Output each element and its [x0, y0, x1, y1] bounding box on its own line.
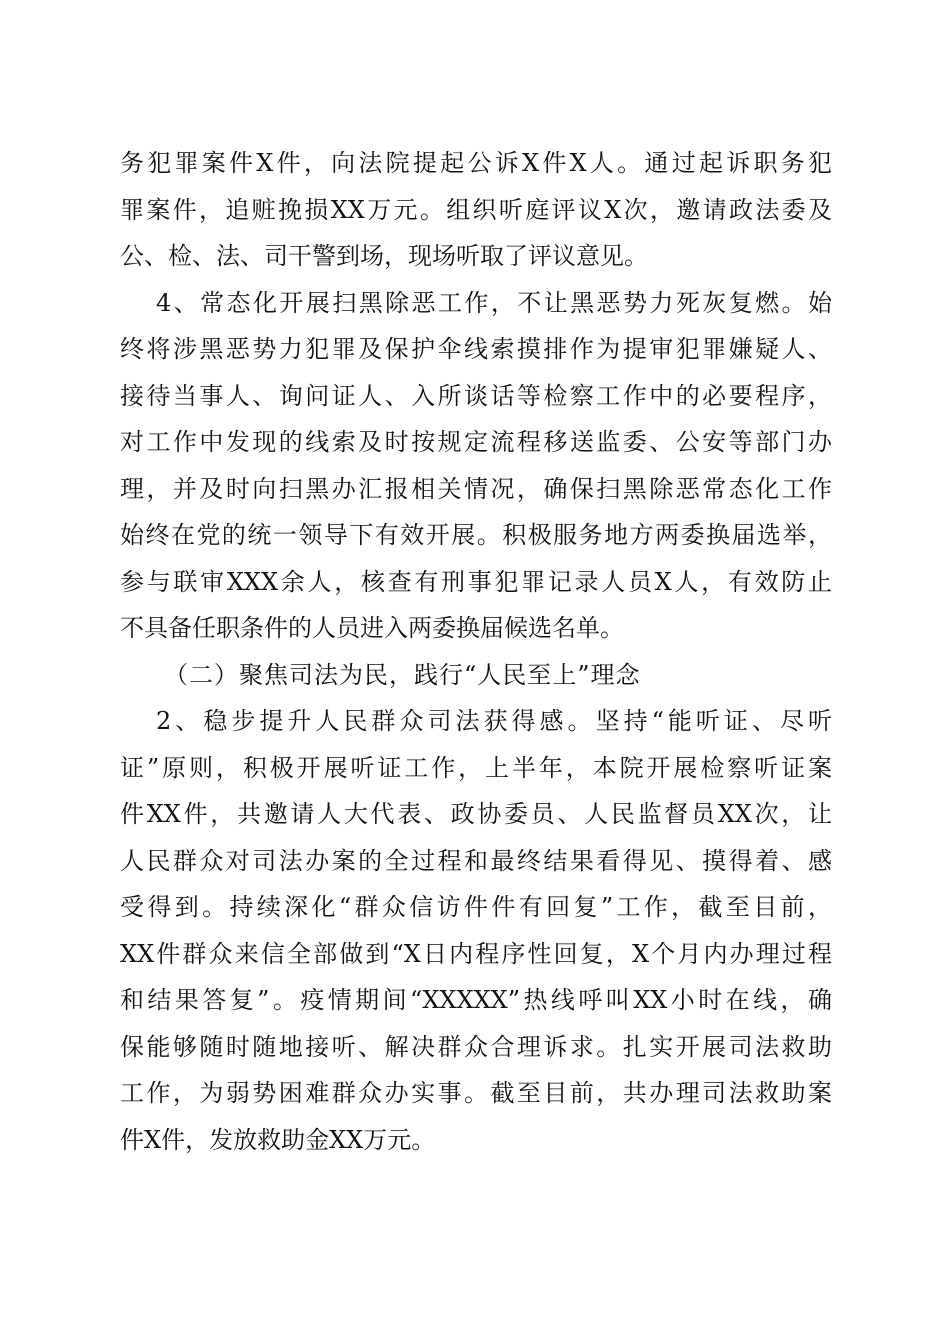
text-line: 公、检、法、司干警到场，现场听取了评议意见。 — [120, 242, 648, 270]
text-line: 工作，为弱势困难群众办实事。截至目前，共办理司法救助案 — [120, 1079, 832, 1107]
text-line: 证”原则，积极开展听证工作，上半年，本院开展检察听证案 — [120, 753, 832, 782]
text-line: 保能够随时随地接听、解决群众合理诉求。扎实开展司法救助 — [120, 1032, 832, 1061]
section-heading-text: （二）聚焦司法为民，践行“人民至上”理念 — [164, 660, 641, 689]
text-line: 对工作中发现的线索及时按规定流程移送监委、公安等部门办 — [120, 428, 832, 456]
text-line: 人民群众对司法办案的全过程和最终结果看得见、摸得着、感 — [120, 846, 832, 875]
section-heading — [120, 652, 832, 699]
text-line: XX件群众来信全部做到“X日内程序性回复，X个月内办理过程 — [120, 939, 832, 968]
paragraph-item-4 — [120, 280, 832, 652]
paragraph-item-2 — [120, 698, 832, 1163]
text-line: 4、常态化开展扫黑除恶工作，不让黑恶势力死灰复燃。始 — [156, 288, 832, 317]
paragraph-continuation — [120, 140, 832, 280]
text-line: 不具备任职条件的人员进入两委换届候选名单。 — [120, 614, 624, 642]
text-line: 和结果答复”。疫情期间“XXXXX”热线呼叫XX小时在线，确 — [120, 986, 832, 1014]
text-line: 务犯罪案件X件，向法院提起公诉X件X人。通过起诉职务犯 — [120, 149, 832, 177]
text-line: 接待当事人、询问证人、入所谈话等检察工作中的必要程序， — [120, 381, 832, 410]
document-body — [120, 140, 832, 1163]
text-line: 参与联审XXX余人，核查有刑事犯罪记录人员X人，有效防止 — [120, 567, 832, 596]
text-line: 始终在党的统一领导下有效开展。积极服务地方两委换届选举， — [120, 521, 832, 549]
text-line: 理，并及时向扫黑办汇报相关情况，确保扫黑除恶常态化工作 — [120, 474, 832, 503]
text-line: 2、稳步提升人民群众司法获得感。坚持“能听证、尽听 — [156, 707, 832, 735]
text-line: 件X件，发放救助金XX万元。 — [120, 1125, 436, 1154]
text-line: 终将涉黑恶势力犯罪及保护伞线索摸排作为提审犯罪嫌疑人、 — [120, 335, 832, 363]
text-line: 件XX件，共邀请人大代表、政协委员、人民监督员XX次，让 — [120, 800, 832, 828]
text-line: 受得到。持续深化“群众信访件件有回复”工作，截至目前， — [120, 893, 832, 921]
text-line: 罪案件，追赃挽损XX万元。组织听庭评议X次，邀请政法委及 — [120, 195, 832, 224]
